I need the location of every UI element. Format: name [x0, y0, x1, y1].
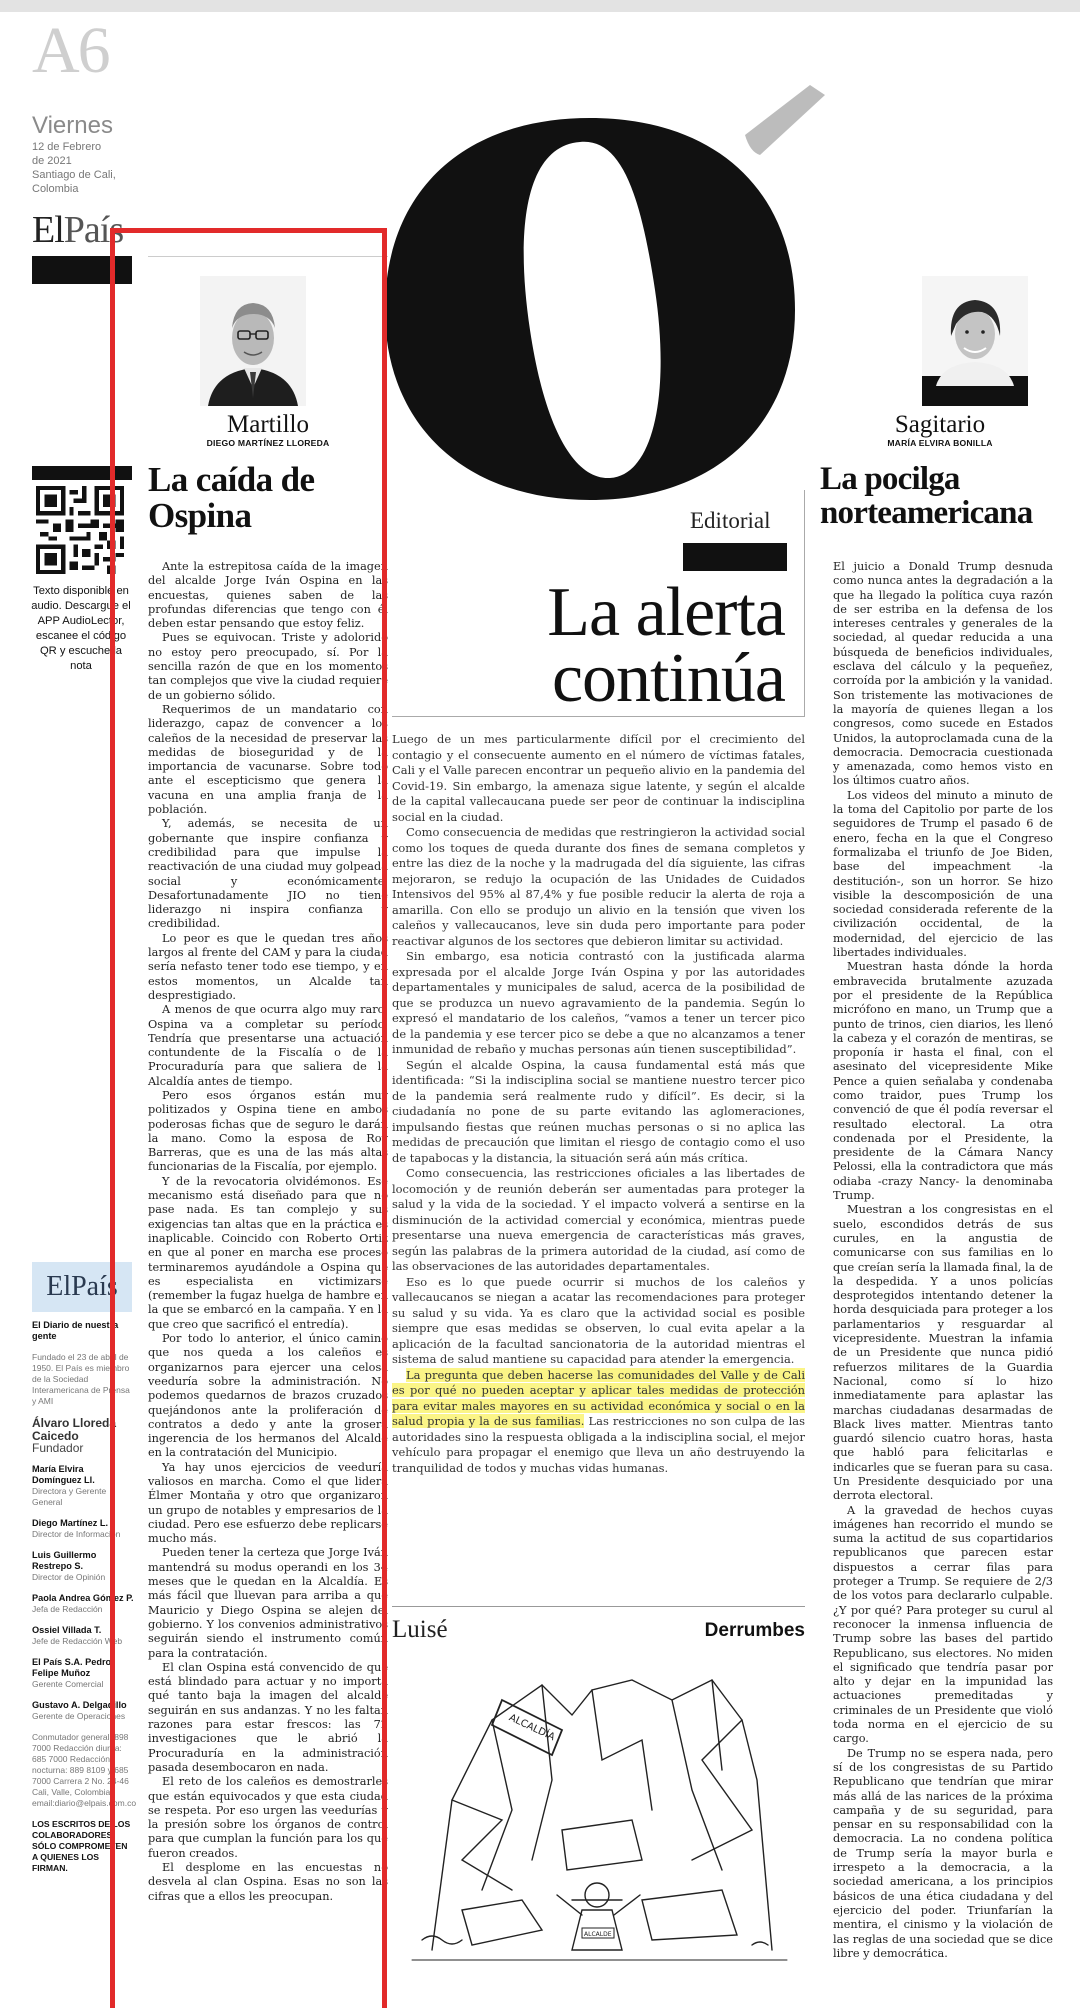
- editorial-body: Luego de un mes particularmente difícil por el crecimiento del contagio y el consecuente aumento en el número de víctimas fatales, Cali y el Valle parecen encontrar un pequeño alivio en la pandemia del Covid-19. Sin embargo, la amenaza sigue latente, y según el alcalde de la capital vallecaucana puede ser peor de continuar la indisciplina social en la ciudad. Como consecuencia de medidas que restringieron la actividad social como los toques de queda durante dos fines de semana completos y entre las diez de la noche y la madrugada del día siguiente, las cifras mejoraron, se redujo la ocupación de las Unidades de Cuidados Intensivos del 95% al 87,4% y fue posible reducir la alerta de roja a amarilla. Con ello se produjo un alivio en la tensión que viven los caleños y vallecaucanos, leve sin duda pero importante para poder reactivar algunos de los sectores que debieron limitar su actividad. Sin embargo, esa noticia contrastó con la justificada alarma expresada por el alcalde Jorge Iván Ospina y por las autoridades departamentales y municipales de salud, acerca de la posibilidad de que se produzca un nuevo agravamiento de la pandemia. Según lo expresó el mandatario de los caleños, “vamos a tener un tercer pico de la pandemia y ese tercer pico se debe a que no alcanzamos a tener inmunidad de rebaño y muchas personas aún tienen susceptibilidad”. Según el alcalde Ospina, la causa fundamental está más que identificada: “Si la indisciplina social se mantiene nuestro tercer pico de la pandemia será realmente rudo y difícil”. Es decir, si la ciudadanía no pone de su parte evitando las aglomeraciones, impulsando fiestas que reúnen muchas personas o si no aplica las medidas de precaución que limitan el riesgo de contagio como el uso de tapabocas y la distancia, la situación será aún más crítica. Como consecuencia, las restricciones oficiales a las libertades de locomoción y de reunión deberán ser aumentadas para proteger la salud y la vida de la sociedad. Y el impacto volverá a sentirse en la disminución de la actividad comercial y económica, mientras puede presentarse una nueva emergencia de características más graves, según las palabras de la primera autoridad de la ciudad, así como de las observaciones de las autoridades departamentales. Eso es lo que puede ocurrir si muchos de los caleños y vallecaucanos se niegan a acatar las recomendaciones para proteger su salud y su vida. Ya es claro que la actividad social es posible siempre que esas medidas se observen, lo cual evita apelar a la aplicación de la facultad sancionatoria de la autoridad mientras el sistema de salud mantiene su capacidad para atender la emergencia. La pregunta que deben hacerse las comunidades del Valle y de Cali es por qué no pueden aceptar y aplicar tales medidas de protección para evitar males mayores en su actividad económica y social o en la salud propia y la de sus familias. Las restricciones no son culpa de las autoridades sino la respuesta obligada a la indisciplina social, el mejor vehículo para propagar el enemigo que lleva un año destruyendo la tranquilidad de todos y muchas vidas humanas.: [392, 732, 805, 1475]
- column-section-martillo: Martillo DIEGO MARTÍNEZ LLOREDA: [148, 412, 388, 448]
- staff-logo: ElPaís: [32, 1262, 132, 1312]
- svg-text:ALCALDE: ALCALDE: [584, 1931, 612, 1938]
- cartoon-illustration: [392, 1660, 805, 1970]
- article-body-left: Ante la estrepitosa caída de la imagen del alcalde Jorge Iván Ospina en las encuestas, quienes saben de las profundas diferencias que tengo con él deben estar pensando que estoy feliz. Pues se equivocan. Triste y adolorido no estoy pero preocupado, sí. Por la sencilla razón de que en los momentos tan complejos que vive la ciudad requiere de un gobierno sólido. Requerimos de un mandatario con liderazgo, capaz de convencer a los caleños de la necesidad de preservar las medidas de bioseguridad y de la importancia de vacunarse. Sobre todo ante el escepticismo que genera la vacuna en una amplia franja de la población. Y, además, se necesita de un gobernante que inspire confianza y credibilidad para que impulse la reactivación de una ciudad muy golpeada social y económicamente. Desafortunadamente JIO no tiene liderazgo ni inspira confianza y credibilidad. Lo peor es que le quedan tres años largos al frente del CAM y para la ciudad sería nefasto tener todo ese tiempo, y en estos momentos, un Alcalde tan desprestigiado. A menos de que ocurra algo muy raro, Ospina va a completar su período. Tendría que presentarse una actuación contundente de la Fiscalía o de la Procuraduría para que saliera de la Alcaldía antes de tiempo. Pero esos órganos están muy politizados y Ospina tiene en ambos poderosas fichas que de seguro le darán la mano. Como la esposa de Roy Barreras, que es una de las más altas funcionarias de la Fiscalía, por ejemplo. Y de la revocatoria olvidémonos. Ese mecanismo está diseñado para que no pase nada. Es tan complejo y sus exigencias tan altas que en la práctica es inaplicable. Coincido con Roberto Ortiz en que al poner en marcha ese proceso terminaremos ayudándole a Ospina que es especialista en victimizarse (remember la fugaz huelga de hambre en la que se embarcó en la campaña. Y en la que creo que sacrificó el entredía). Por todo lo anterior, el único camino que nos queda a los caleños es organizarnos para ejercer una celosa veeduría sobre la administración. No podemos quedarnos de brazos cruzados quejándonos ante la proliferación de contratos a dedo y ante la grosera ingerencia de los hermanos del Alcalde en la contratación del Municipio. Ya hay unos ejercicios de veeduría valiosos en marcha. Como el que lidera Élmer Montaña y otro que organizaron un grupo de notables y empresarios de la ciudad. Pero ese esfuerzo debe replicarse mucho más. Pueden tener la certeza que Jorge Iván mantendrá su modus operandi en los 34 meses que le quedan en la Alcaldía. Es más fácil que lluevan para arriba a que Mauricio y Diego Ospina se alejen del gobierno. Y los convenios administrativos seguirán siendo el instrumento común para la contratación. El clan Ospina está convencido de que está blindado para actuar y no importa qué tanto baja la imagen del alcalde seguirán en sus andanzas. Y no les faltan razones para estar frescos: las 72 investigaciones que le abrió la Procuraduría en la administración pasada desembocaron en nada. El reto de los caleños es demostrarles que están equivocados y que esta ciudad se respeta. Por eso urgen las veedurías y la presión sobre los órganos de control para que cumplan la función para los que fueron creados. El desplome en las encuestas no desvela al clan Ospina. Esas no son las cifras que a ellos les preocupan.: [148, 560, 388, 1903]
- article-title-left: La caída de Ospina: [148, 460, 315, 535]
- staff-person: Ossiel Villada T. Jefe de Redacción Web: [32, 1625, 123, 1646]
- staff-person: Luis Guillermo Restrepo S. Director de Opinión: [32, 1550, 106, 1582]
- staff-person: Diego Martínez L. Director de Información: [32, 1518, 121, 1539]
- date-line: 12 de Febrero de 2021 Santiago de Cali, Colombia: [32, 141, 116, 195]
- staff-contact: Conmutador general: 898 7000 Redacción diurna: 685 7000 Redacción nocturna: 889 8109 y 685 7000 Carrera 2 No. 24-46 Cali, Valle, Colombia email:diario@elpais.com.co: [32, 1732, 137, 1808]
- cartoon-artist: Luisé: [392, 1616, 448, 1643]
- founder-role: Fundador: [32, 1441, 84, 1455]
- author-name: DIEGO MARTÍNEZ LLOREDA: [206, 438, 330, 448]
- highlighted-text: La pregunta que deben hacerse las comunidades del Valle y de Cali es por qué no pueden aceptar y aplicar tales medidas de protección para evitar males mayores en su actividad económica y social o en la salud propia y la de sus familias.: [392, 1367, 805, 1428]
- day-name: Viernes: [32, 112, 113, 139]
- staff-person: El País S.A. Pedro Felipe Muñoz Gerente Comercial: [32, 1657, 112, 1689]
- selection-highlight-box: [110, 228, 387, 2008]
- staff-tag: El Diario de nuestra gente: [32, 1320, 119, 1341]
- opinion-big-letter: [355, 65, 825, 460]
- top-bar: [0, 0, 1080, 12]
- column-section-sagitario: Sagitario MARÍA ELVIRA BONILLA: [820, 412, 1060, 448]
- cartoon-separator: [392, 1606, 805, 1607]
- article-body-right: El juicio a Donald Trump desnuda como nunca antes la degradación a la que ha llegado la política cuya razón de ser estriba en la defensa de los intereses centrales y generales de la sociedad, al quedar reducida a una búsqueda de beneficios individuales, esclava del cálculo y la pequeñez, corroída por la ambición y la vanidad. Son tristemente las motivaciones de la mayoría de quienes llegan a los congresos, como sucede en Estados Unidos, la autoproclamada cuna de la democracia. Democracia cuestionada y amenazada, como hemos visto en los últimos cuatro años. Los videos del minuto a minuto de la toma del Capitolio por parte de los seguidores de Trump el pasado 6 de enero, fecha en la que el Congreso formalizaba el triunfo de Joe Biden, base del impeachment -la destitución-, son un horror. Se hizo visible la descomposición de una sociedad considerada referente de la civilización occidental, de la modernidad, del ejercicio de las libertades individuales. Muestran hasta dónde la horda embravecida brutalmente azuzada por el presidente de la República micrófono en mano, un Trump que a punto de trinos, cien diarios, les llenó la cabeza y el corazón de mentiras, se proponía ir hasta el final, con el asesinato del vicepresidente Mike Pence a quien señalaba y condenaba como traidor, pues Trump los convenció de que él podía reversar el resultado electoral. La otra condenada por el Presidente, la presidente de la Cámara Nancy Pelossi, ella la contradictora que más odiaba -crazy Nancy- la denominaba Trump. Muestran a los congresistas en el suelo, escondidos detrás de sus curules, en la angustia de comunicarse con sus familias en lo que creían sería la llamada final, la de la despedida. Y a unos policías desprotegidos intentando detener la horda desquiciada para proteger a los parlamentarios y resguardar al vicepresidente. Muestran la infamia de un Presidente que nunca pidió refuerzos militares de la Guardia Nacional, como sí lo hizo inmediatamente para aplastar las marchas ciudadanas desarmadas de Black lives matter. Mientras tanto guardó silencio cuatro horas, hasta que habló para felicitarlas e indicarles que se fueran para su casa. Un Presidente desquiciado por una derrota electoral. A la gravedad de hechos cuyas imágenes han recorrido el mundo se suma la actitud de sus copartidarios republicanos que parecen estar dispuestos a cerrar filas para proteger a Trump. Se requiere de 2/3 de los votos para declararlo culpable. ¿Y por qué? Para proteger su curul al reconocer la inmensa influencia de Trump sobre las bases del partido Republicano, sus electores. No miden el significado que tendría pasar por alto y dejar en la impunidad las actuaciones premeditadas y criminales de un Presidente que violó toda norma en el ejercicio de su cargo. De Trump no se espera nada, pero sí de los congresistas de su Partido Republicano que tendrían que mirar más allá de las narices de la próxima campaña y de su seguridad, para pensar en su responsabilidad con la democracia. La no condena política de Trump sería la mayor burla e irrespeto a la democracia, a la sociedad americana, a los principios básicos de una ética ciudadana y del ejercicio del poder. Triunfarían la mentira, el cinismo y la violación de las reglas de una sociedad que se dice libre y democrática.: [833, 560, 1053, 1960]
- editorial-label: Editorial: [690, 508, 771, 533]
- svg-text:ALCALDÍA: ALCALDÍA: [507, 1712, 557, 1744]
- staff-founded: Fundado el 23 de abril de 1950. El País es miembro de la Sociedad Interamericana de Prensa y AMI: [32, 1352, 130, 1406]
- cartoon-title: Derrumbes: [704, 1620, 805, 1641]
- svg-text:O: O: [355, 65, 369, 84]
- author-photo-bonilla: [922, 276, 1028, 406]
- founder-name: Álvaro Lloreda Caicedo: [32, 1416, 117, 1443]
- editorial-title: La alerta continúa: [547, 574, 785, 717]
- staff-person: María Elvira Domínguez Ll. Directora y Gerente General: [32, 1464, 107, 1507]
- audio-note: Texto disponible en audio. Descargue el APP AudioLector, escanee el código QR y escuche la nota: [31, 585, 131, 672]
- staff-person: Paola Andrea Gómez P. Jefa de Redacción: [32, 1593, 134, 1614]
- editorial-black-bar: [683, 543, 787, 571]
- staff-disclaimer: LOS ESCRITOS DE LOS COLABORADORES SÓLO COMPROMETEN A QUIENES LOS FIRMAN.: [32, 1819, 131, 1873]
- staff-person: Gustavo A. Delgadillo Gerente de Operaciones: [32, 1700, 127, 1721]
- page-number: A6: [32, 14, 109, 87]
- newspaper-logo: ElPaís: [32, 209, 124, 251]
- article-title-right: La pocilga norteamericana: [820, 461, 1033, 531]
- author-name: MARÍA ELVIRA BONILLA: [887, 438, 993, 448]
